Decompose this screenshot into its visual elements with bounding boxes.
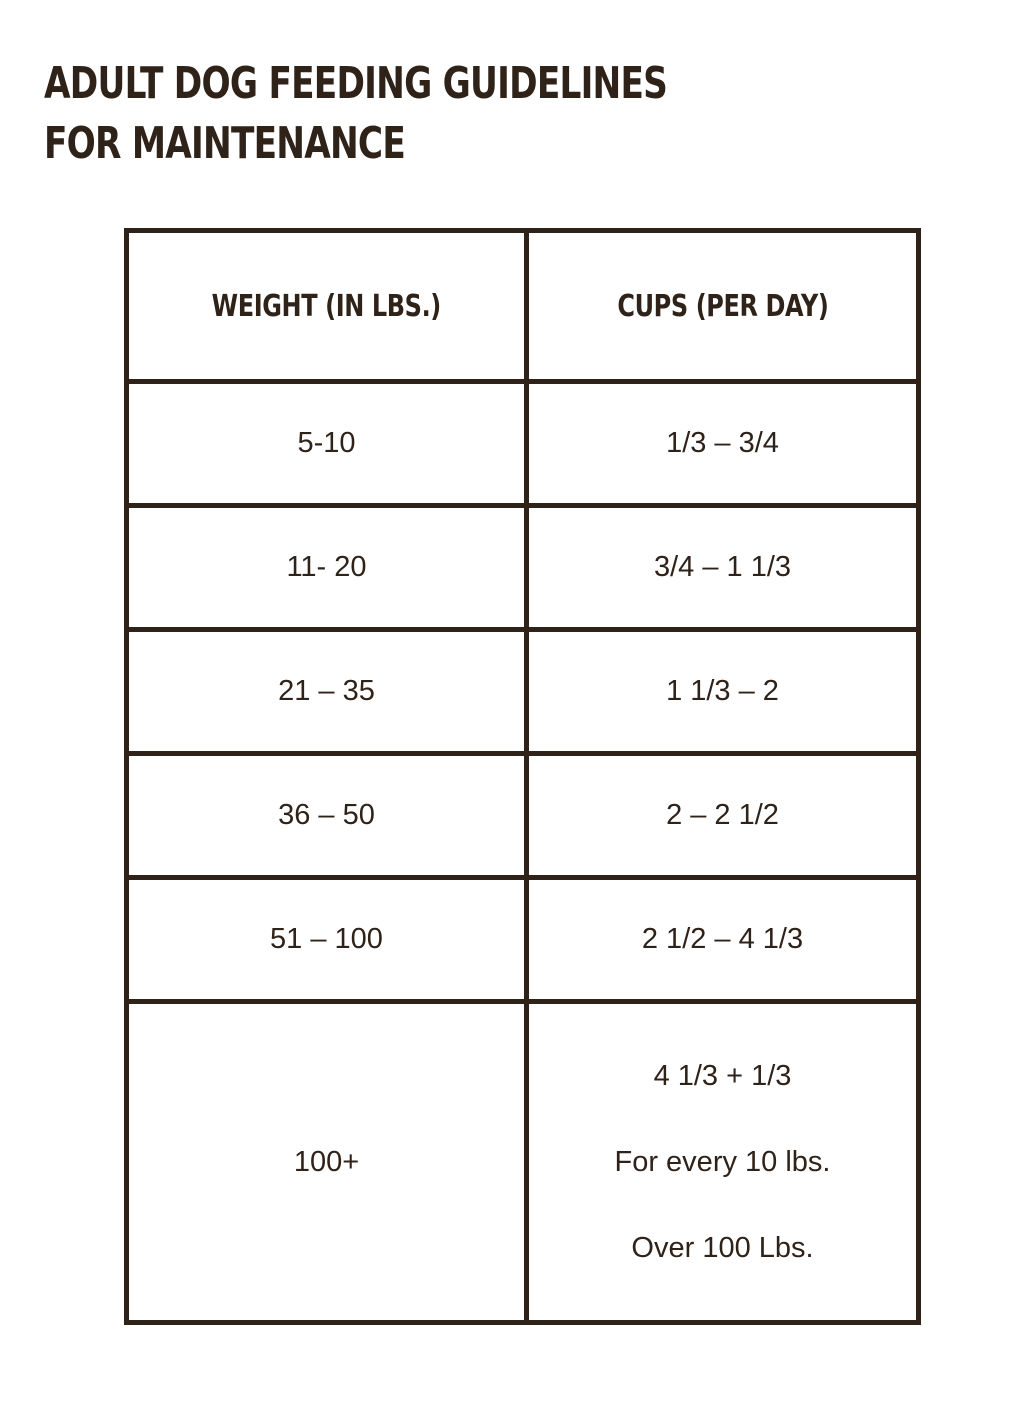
table-row xyxy=(127,1002,919,1323)
cups-cell: 3/4 – 1 1/3 xyxy=(527,506,919,630)
weight-cell: 11- 20 xyxy=(127,506,527,630)
cups-line: Over 100 Lbs. xyxy=(631,1232,814,1264)
weight-cell: 21 – 35 xyxy=(127,630,527,754)
table-row xyxy=(127,506,919,630)
feeding-guidelines-table xyxy=(124,228,921,1325)
table-row xyxy=(127,382,919,506)
weight-cell: 36 – 50 xyxy=(127,754,527,878)
weight-header-label: WEIGHT (IN LBS.) xyxy=(211,288,442,324)
page-title: ADULT DOG FEEDING GUIDELINES FOR MAINTENANCE xyxy=(44,58,668,169)
cups-cell: 1 1/3 – 2 xyxy=(527,630,919,754)
cups-cell: 2 1/2 – 4 1/3 xyxy=(527,878,919,1002)
cups-column-header xyxy=(527,231,919,382)
cups-header-label: CUPS (PER DAY) xyxy=(616,288,829,324)
cups-cell xyxy=(527,1002,919,1323)
cups-line: 4 1/3 + 1/3 xyxy=(653,1060,792,1092)
weight-column-header xyxy=(127,231,527,382)
table-row xyxy=(127,630,919,754)
cups-line: For every 10 lbs. xyxy=(614,1146,831,1178)
weight-cell: 51 – 100 xyxy=(127,878,527,1002)
table-header-row xyxy=(127,231,919,382)
weight-cell: 100+ xyxy=(127,1002,527,1323)
table-row xyxy=(127,754,919,878)
cups-cell: 1/3 – 3/4 xyxy=(527,382,919,506)
weight-cell: 5-10 xyxy=(127,382,527,506)
cups-cell: 2 – 2 1/2 xyxy=(527,754,919,878)
table-row xyxy=(127,878,919,1002)
